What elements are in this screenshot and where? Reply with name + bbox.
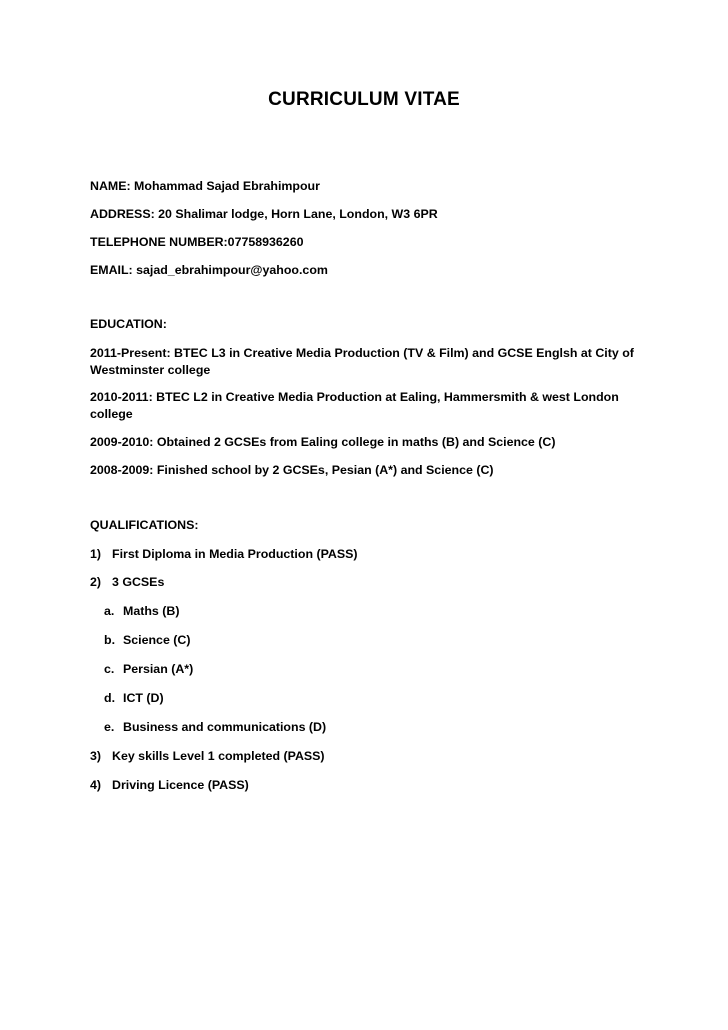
- education-entry: 2010-2011: BTEC L2 in Creative Media Production at Ealing, Hammersmith & west London college: [90, 390, 619, 421]
- qualification-text: Key skills Level 1 completed (PASS): [112, 749, 325, 763]
- qualification-number: 2): [90, 575, 102, 589]
- gcse-item: [104, 719, 664, 736]
- qualification-item: [90, 777, 650, 794]
- gcse-item: [104, 690, 664, 707]
- document-title: CURRICULUM VITAE: [268, 89, 460, 110]
- qualification-item: [90, 574, 650, 591]
- gcse-item: [104, 632, 664, 649]
- education-heading: EDUCATION:: [90, 317, 167, 331]
- gcse-text: Business and communications (D): [123, 720, 327, 734]
- gcse-text: ICT (D): [123, 691, 164, 705]
- gcse-letter: d.: [104, 691, 116, 705]
- gcse-letter: e.: [104, 720, 115, 734]
- gcse-text: Maths (B): [123, 604, 180, 618]
- qualification-number: 4): [90, 778, 102, 792]
- gcse-text: Science (C): [123, 633, 191, 647]
- qualifications-heading: QUALIFICATIONS:: [90, 518, 199, 532]
- qualification-text: First Diploma in Media Production (PASS): [112, 547, 358, 561]
- personal-name: NAME: Mohammad Sajad Ebrahimpour: [90, 179, 320, 193]
- qualification-text: 3 GCSEs: [112, 575, 165, 589]
- qualification-number: 1): [90, 547, 102, 561]
- gcse-letter: a.: [104, 604, 115, 618]
- gcse-item: [104, 661, 664, 678]
- gcse-item: [104, 603, 664, 620]
- gcse-text: Persian (A*): [123, 662, 194, 676]
- qualification-item: [90, 546, 650, 563]
- personal-telephone: TELEPHONE NUMBER:07758936260: [90, 235, 304, 249]
- gcse-letter: c.: [104, 662, 115, 676]
- gcse-letter: b.: [104, 633, 116, 647]
- qualification-item: [90, 748, 650, 765]
- personal-address: ADDRESS: 20 Shalimar lodge, Horn Lane, London, W3 6PR: [90, 207, 438, 221]
- education-entry: 2011-Present: BTEC L3 in Creative Media Production (TV & Film) and GCSE Englsh at City of Westminster college: [90, 346, 634, 377]
- education-entry: 2009-2010: Obtained 2 GCSEs from Ealing college in maths (B) and Science (C): [90, 435, 556, 449]
- qualification-number: 3): [90, 749, 102, 763]
- personal-email: EMAIL: sajad_ebrahimpour@yahoo.com: [90, 263, 328, 277]
- qualification-text: Driving Licence (PASS): [112, 778, 249, 792]
- education-entry: 2008-2009: Finished school by 2 GCSEs, Pesian (A*) and Science (C): [90, 463, 494, 477]
